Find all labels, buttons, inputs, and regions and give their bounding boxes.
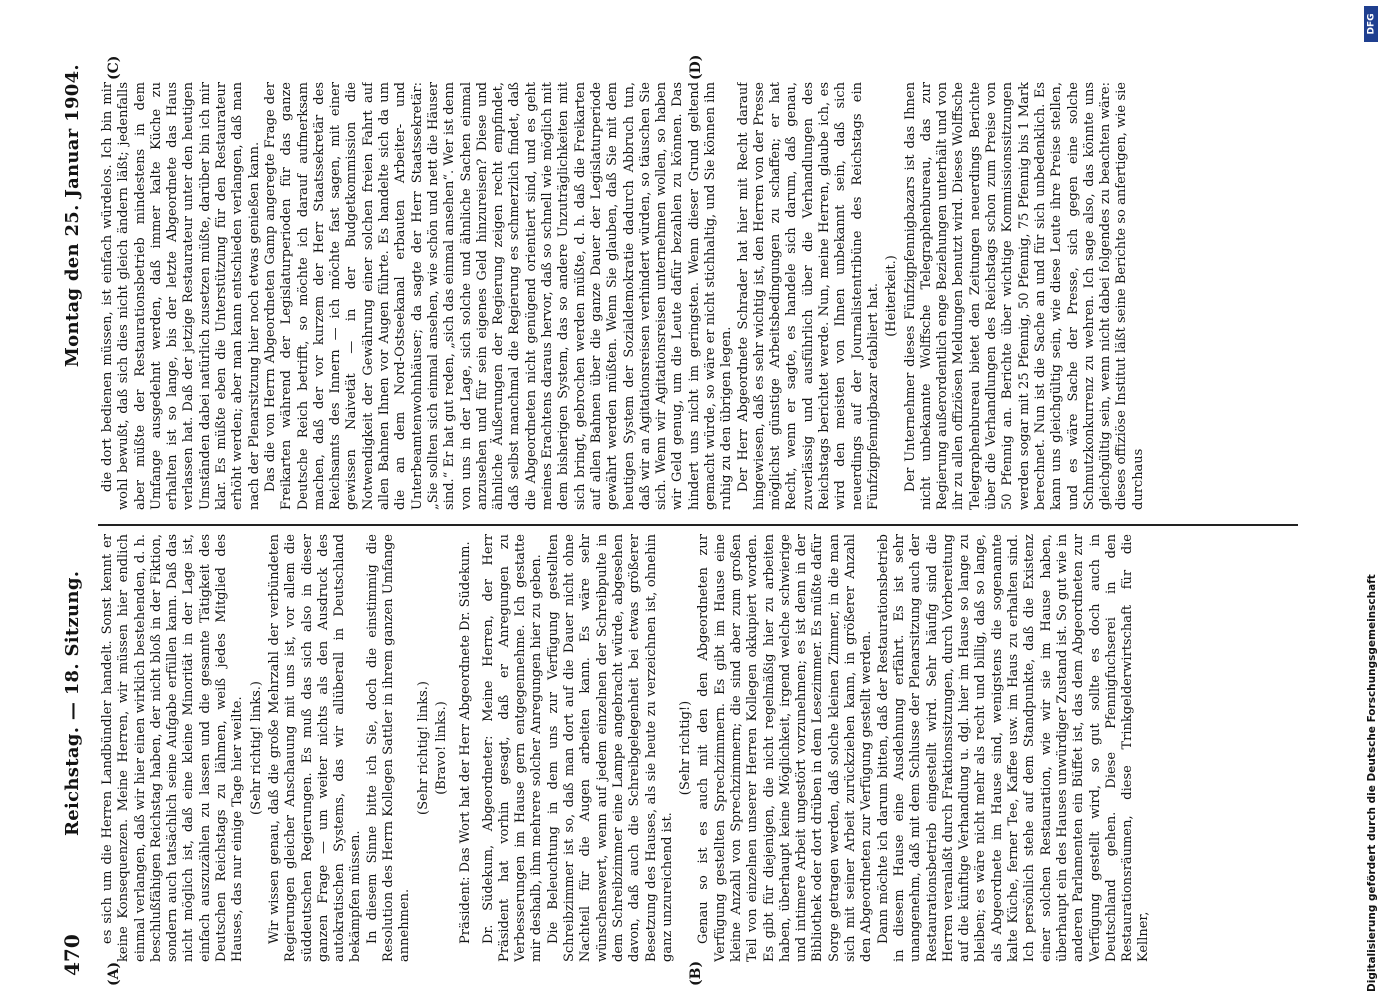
paragraph: Der Unternehmer dieses Fünfzigpfennigbazars ist das Ihnen nicht unbekannte Wolffsche Telegraphenbureau, das zur Regierung außerordentlich enge Beziehungen unterhält und von ihr zu allen offiziösen Meldungen benutzt wird. Dieses Wolffsche Telegraphenbureau bietet den Zeitungen neuerdings Berichte über die Verhandlungen des Reichstags schon zum Preise von 50 Pfennig an. Berichte über wichtige Kommissionssitzungen werden sogar mit 25 Pfennig, 50 Pfennig, 75 Pfennig bis 1 Mark berechnet. Nun ist die Sache an und für sich unbedenklich. Es kann uns gleichgültig sein, wie diese Leute ihre Preise stellen, und es wäre Sache der Presse, sich gegen eine solche Schmutzkonkurrenz zu wehren. Ich sage also, das könnte uns gleichgültig sein, wenn nicht dabei folgendes zu beachten wäre: dieses offiziöse Institut läßt seine Berichte so anfertigen, wie sie durchaus	[902, 82, 1146, 510]
paragraph: es sich um die Herren Landbündler handelt. Sonst kennt er keine Konsequenzen. Meine Herren, wir müssen hier endlich einmal verlangen, daß wir hier einen wirklich bestehenden, d. h. beschlußfähigen Reichstag haben, der nicht bloß in der Fiktion, sondern auch tatsächlich seine Aufgabe erfüllen kann. Daß das nicht möglich ist, daß eine kleine Minorität in der Lage ist, einfach auszuzählen zu lassen und die gesamte Tätigkeit des Deutschen Reichstags zu lähmen, weiß jedes Mitglied des Hauses, das nur einige Tage hier weilte.	[100, 534, 246, 962]
paragraph: die dort bedienen müssen, ist einfach würdelos. Ich bin mir wohl bewußt, daß sich dies nicht gleich ändern läßt; jedenfalls aber müßte der Restaurationsbetrieb mindestens in dem Umfange ausgedehnt werden, daß immer kalte Küche zu erhalten ist so lange, bis der letzte Abgeordnete das Haus verlassen hat. Daß der jetzige Restaurateur unter den heutigen Umständen dabei natürlich zusetzen müßte, darüber bin ich mir klar. Es müßte eben die Unterstützung für den Restaurateur erhöht werden; aber man kann entschieden verlangen, daß man nach der Plenarsitzung hier noch etwas genießen kann.	[100, 82, 262, 510]
paragraph: Der Herr Abgeordnete Schrader hat hier mit Recht darauf hingewiesen, daß es sehr wichtig ist, den Herren von der Presse möglichst günstige Arbeitsbedingungen zu schaffen; er hat Recht, wenn er sagte, es handele sich darum, daß genau, zuverlässig und ausführlich über die Verhandlungen des Reichstags berichtet werde. Nun, meine Herren, glaube ich, es wird den meisten von Ihnen unbekannt sein, daß sich neuerdings auf der Journalistentribüne des Reichstags ein Fünfzigpfennigbazar etabliert hat.	[735, 82, 881, 510]
paragraph: Das die von Herrn Abgeordneten Gamp angeregte Frage der Freikarten während der Legislaturperioden für das ganze Deutsche Reich betrifft, so möchte ich darauf aufmerksam machen, daß der vor kurzem der Herr Staatssekretär des Reichsamts des Innern — ich möchte fast sagen, mit einer gewissen Naivetät — in der Budgetkommission die Notwendigkeit der Gewährung einer solchen freien Fahrt auf allen Bahnen Ihnen vor Augen führte. Es handelte sich da um die an dem Nord-Ostseekanal erbauten Arbeiter- und Unterbeamtenwohnhäuser; da sagte der Herr Staatssekretär: „Sie sollten sich einmal ansehen, wie schön und nett die Häuser sind.“ Er hat gut reden, „sich das einmal ansehen“. Wer ist denn von uns in der Lage, sich solche und ähnliche Sachen einmal anzusehen und für sein eigenes Geld hinzureisen? Diese und ähnliche Äußerungen der Regierung zeigen recht empfindet, daß selbst manchmal die Regierung es schmerzlich findet, daß die Abgeordneten nicht genügend orientiert sind, und es geht meines Erachtens daraus hervor, daß so schnell wie möglich mit dem bisherigen System, das so andere Unzuträglichkeiten mit sich bringt, gebrochen werden müßte, d. h. daß die Freikarten auf allen Bahnen über die ganze Dauer der Legislaturperiode gewährt werden müßten. Wenn Sie glauben, daß Sie mit dem heutigen System der Sozialdemokratie dadurch Abbruch tun, daß wir an Agitationsreisen verhindert würden, so täuschen Sie sich. Wenn wir Agitationsreisen unternehmen wollen, so haben wir Geld genug, um die Leute dafür bezahlen zu können. Das hindert uns nicht im geringsten. Wenn dieser Grund geltend gemacht würde, so wäre er nicht stichhaltig, und Sie können ihn ruhig zu den übrigen legen.	[262, 82, 735, 510]
interjection: (Sehr richtig! links.)	[415, 681, 431, 815]
paragraph: Wir wissen genau, daß die große Mehrzahl der verbündeten Regierungen gleicher Anschauung mit uns ist, vor allem die süddeutschen Regierungen. Es muß das sich also in dieser ganzen Frage — um weiter nichts als den Ausdruck des autokratischen Systems, das wir allüberall in Deutschland bekämpfen müssen.	[266, 534, 364, 962]
interjection: (Sehr richtig!)	[678, 700, 694, 796]
column-divider	[98, 524, 1298, 526]
president-line: Präsident: Das Wort hat der Herr Abgeordnete Dr. Südekum.	[458, 541, 474, 944]
margin-letter-b: (B)	[688, 960, 704, 986]
paragraph: In diesem Sinne bitte ich Sie, doch die einstimmig die Resolution des Herrn Kollegen Sattler in ihrem ganzen Umfange annehmen.	[364, 534, 413, 962]
session-title: Reichstag. — 18. Sitzung.	[62, 570, 83, 836]
session-date: Montag den 25. Januar 1904.	[62, 64, 83, 368]
interjection: (Sehr richtig! links.)	[248, 681, 264, 815]
left-column	[100, 534, 1290, 962]
interjection: (Bravo! links.)	[433, 701, 449, 795]
paragraph: Dann möchte ich darum bitten, daß der Restaurationsbetrieb in diesem Hause eine Ausdehnung erfährt. Es ist sehr unangenehm, daß mit dem Schlusse der Plenarsitzung auch der Restaurationsbetrieb eingestellt wird. Sehr häufig sind die Herren veranlaßt durch Fraktionssitzungen, durch Vorbereitung auf die künftige Verhandlung u. dgl. hier im Hause so lange zu bleiben; es wäre nicht mehr als recht und billig, daß so lange, als Abgeordnete im Hause sind, wenigstens die sogenannte kalte Küche, ferner Tee, Kaffee usw. im Haus zu erhalten sind. Ich persönlich stehe auf dem Standpunkte, daß die Existenz einer solchen Restauration, wie wir sie im Hause haben, überhaupt ein des Hauses unwürdiger Zustand ist. So gut wie in anderen Parlamenten ein Büffet ist, das dem Abgeordneten zur Verfügung gestellt wird, so gut sollte es doch auch in Deutschland gehen. Diese Pfennigfuchserei in den Restaurationsräumen, diese Trinkgelderwirtschaft für die Kellner,	[875, 534, 1152, 962]
interjection: (Heiterkeit.)	[884, 255, 900, 337]
digitization-credit: Digitalisierung gefördert durch die Deutsche Forschungsgemeinschaft	[1366, 574, 1378, 992]
page-header	[54, 64, 94, 976]
paragraph: Genau so ist es auch mit den den Abgeordneten zur Verfügung gestellten Sprechzimmern. Es gibt im Hause eine kleine Anzahl von Sprechzimmern; die sind aber zum großen Teil von einzelnen unserer Herren Kollegen okkupiert worden. Es gibt für diejenigen, die nicht regelmäßig hier zu arbeiten haben, überhaupt keine Möglichkeit, irgend welche schwierige und intimere Arbeit ungestört vorzunehmen; es ist denn in der Bibliothek oder dort drüben in dem Lesezimmer. Es müßte dafür Sorge getragen werden, daß solche kleinen Zimmer, in die man sich mit seiner Arbeit zurückziehen kann, in größerer Anzahl den Abgeordneten zur Verfügung gestellt werden.	[696, 534, 875, 962]
rotated-page	[48, 48, 1338, 988]
dfg-logo: DFG	[1364, 6, 1378, 42]
margin-letter-a: (A)	[106, 961, 122, 986]
page-number: 470	[60, 934, 84, 976]
speaker-paragraph: Dr. Südekum, Abgeordneter: Meine Herren, der Herr Präsident hat vorhin gesagt, daß er Anregungen zu Verbesserungen im Hause gern entgegennehme. Ich gestatte mir deshalb, ihm mehrere solcher Anregungen hier zu geben.	[480, 534, 545, 962]
right-column	[100, 82, 1290, 510]
margin-letter-c: (C)	[106, 55, 122, 80]
paragraph: Die Beleuchtung in dem uns zur Verfügung gestellten Schreibzimmer ist so, daß man dort auf die Dauer nicht ohne Nachteil für die Augen arbeiten kann. Es wäre sehr wünschenswert, wenn auf jedem einzelnen der Schreibpulte in dem Schreibzimmer eine Lampe angebracht würde, abgesehen davon, daß auch die Schreibgelegenheit bei etwas größerer Besetzung des Hauses, als sie heute zu verzeichnen ist, ohnehin ganz unzureichend ist.	[545, 534, 675, 962]
margin-letter-d: (D)	[688, 54, 704, 80]
